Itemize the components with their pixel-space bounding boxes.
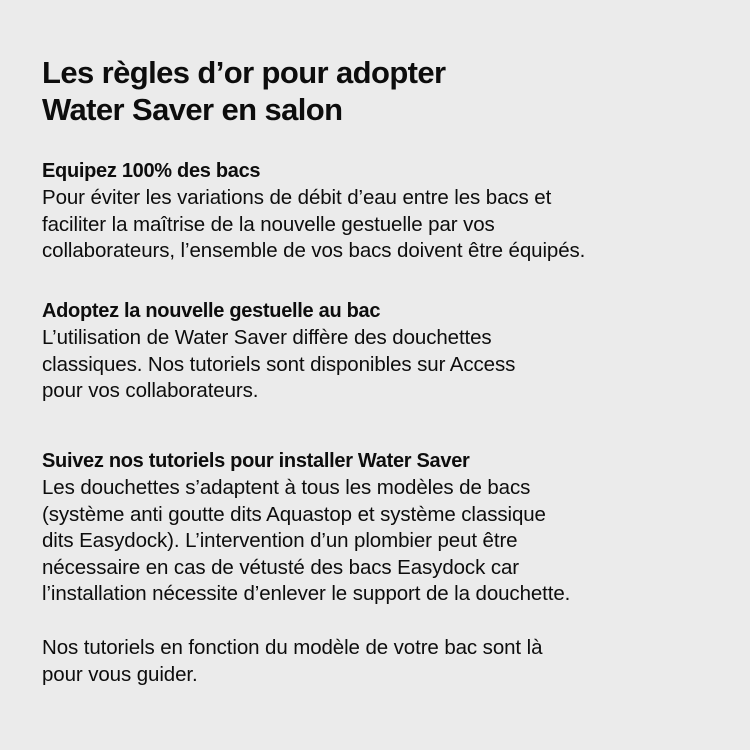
section-body-line: Nos tutoriels en fonction du modèle de votre bac sont là bbox=[42, 636, 543, 659]
section-heading: Equipez 100% des bacs bbox=[42, 160, 261, 182]
section-body-line: dits Easydock). L’intervention d’un plombier peut être bbox=[42, 529, 518, 552]
section-body-line: Les douchettes s’adaptent à tous les modèles de bacs bbox=[42, 476, 531, 499]
page-title bbox=[42, 54, 446, 128]
section-equip-all-basins bbox=[42, 158, 732, 265]
section-body-line: l’installation nécessite d’enlever le support de la douchette. bbox=[42, 582, 571, 605]
section-heading: Suivez nos tutoriels pour installer Water Saver bbox=[42, 450, 470, 472]
section-heading: Adoptez la nouvelle gestuelle au bac bbox=[42, 300, 381, 322]
section-body-line: collaborateurs, l’ensemble de vos bacs doivent être équipés. bbox=[42, 239, 586, 262]
section-body-line: Pour éviter les variations de débit d’eau entre les bacs et bbox=[42, 186, 552, 209]
section-closing-note bbox=[42, 635, 732, 688]
section-new-gesture bbox=[42, 298, 732, 405]
section-body-line: pour vos collaborateurs. bbox=[42, 379, 259, 402]
page-title-line-2: Water Saver en salon bbox=[42, 92, 343, 127]
section-body-line: faciliter la maîtrise de la nouvelle gestuelle par vos bbox=[42, 212, 495, 236]
section-body-line: pour vous guider. bbox=[42, 662, 198, 686]
section-body-line: nécessaire en cas de vétusté des bacs Easydock car bbox=[42, 555, 520, 579]
section-body-line: L’utilisation de Water Saver diffère des douchettes bbox=[42, 326, 492, 349]
section-body-line: (système anti goutte dits Aquastop et système classique bbox=[42, 502, 546, 526]
page-title-line-1: Les règles d’or pour adopter bbox=[42, 55, 446, 90]
section-body-line: classiques. Nos tutoriels sont disponibles sur Access bbox=[42, 352, 516, 376]
section-install-tutorials bbox=[42, 448, 732, 608]
